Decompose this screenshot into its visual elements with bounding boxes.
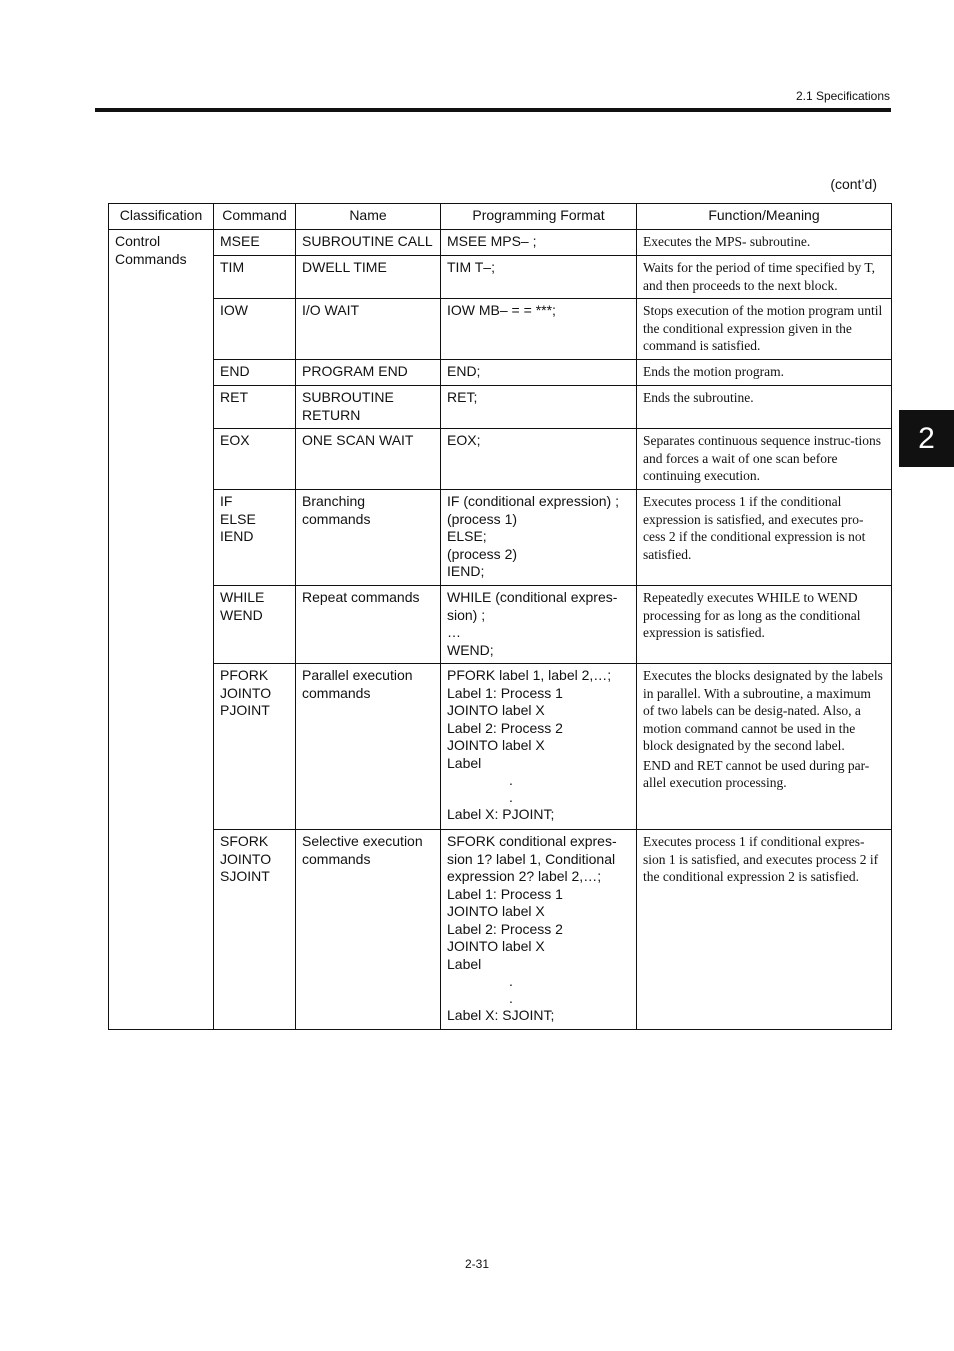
name-cell — [296, 830, 441, 1030]
command-cell — [214, 490, 296, 586]
function-text: Executes the blocks designated by the labels in parallel. With a subroutine, a maximum of two labels can be desig-nated. Also, a motion command cannot be used in the block designated by the second label. — [643, 668, 883, 753]
ellipsis-dot: . — [509, 973, 513, 989]
cell-line: ONE SCAN WAIT — [302, 432, 414, 448]
cell-line: I/O WAIT — [302, 302, 360, 318]
cell-line: Label 2: Process 2 — [447, 920, 563, 937]
continued-label: (cont’d) — [830, 176, 877, 192]
cell-line: JOINTO — [220, 684, 272, 701]
table-row — [109, 299, 892, 360]
cell-line: Label 2: Process 2 — [447, 719, 563, 736]
cell-line: PJOINT — [220, 702, 270, 718]
running-header: 2.1 Specifications — [795, 89, 890, 103]
cell-line: IEND; — [447, 563, 485, 579]
table-row — [109, 490, 892, 586]
cell-line: TIM — [220, 259, 245, 275]
cell-line: JOINTO label X — [447, 737, 545, 753]
cell-line: sion 1? label 1, Conditional — [447, 850, 616, 867]
command-cell — [214, 386, 296, 429]
cell-line: RETURN — [302, 406, 361, 423]
function-cell — [637, 429, 892, 490]
format-cell — [441, 830, 637, 1030]
cell-line: SFORK — [220, 833, 269, 849]
table-row — [109, 429, 892, 490]
command-cell — [214, 256, 296, 299]
cell-line: (process 2) — [447, 545, 518, 562]
cell-line: commands — [302, 850, 371, 867]
table-row — [109, 386, 892, 429]
command-cell — [214, 830, 296, 1030]
table-row — [109, 830, 892, 1030]
cell-line: (process 1) — [447, 510, 518, 527]
cell-line: … — [447, 624, 461, 640]
page-number: 2-31 — [464, 1257, 490, 1271]
cell-line: Branching — [302, 493, 366, 509]
function-text: Executes process 1 if the conditional expression is satisfied, and executes pro-cess 2 if the conditional expression is not satisfied. — [643, 494, 866, 562]
cell-line: MSEE MPS– ; — [447, 233, 537, 249]
classification-line: Commands — [115, 250, 187, 267]
function-text: Executes process 1 if conditional expres-sion 1 is satisfied, and executes process 2 if the conditional expression 2 is satisfied. — [643, 834, 879, 884]
cell-line: commands — [302, 510, 371, 527]
function-text: END and RET cannot be used during par-allel execution processing. — [643, 757, 870, 790]
format-cell — [441, 429, 637, 490]
cell-line: SUBROUTINE CALL — [302, 233, 433, 249]
function-text: Ends the motion program. — [643, 364, 784, 379]
function-cell — [637, 830, 892, 1030]
format-cell — [441, 256, 637, 299]
function-cell — [637, 256, 892, 299]
cell-line: WHILE — [220, 589, 265, 605]
function-cell — [637, 230, 892, 256]
name-cell — [296, 586, 441, 664]
cell-line: SUBROUTINE — [302, 389, 394, 405]
function-cell — [637, 490, 892, 586]
cell-line: JOINTO label X — [447, 903, 545, 919]
cell-line: ELSE; — [447, 528, 487, 544]
ellipsis-dot: . — [509, 772, 513, 788]
name-cell — [296, 429, 441, 490]
cell-line: commands — [302, 684, 371, 701]
function-text: Repeatedly executes WHILE to WEND processing for as long as the conditional expression is satisfied. — [643, 590, 861, 640]
format-cell — [441, 664, 637, 830]
function-cell — [637, 360, 892, 386]
format-cell — [441, 490, 637, 586]
ellipsis-dot: . — [509, 789, 513, 805]
table-row — [109, 256, 892, 299]
cell-line: WEND — [220, 606, 263, 623]
function-text: Stops execution of the motion program until the conditional expression given in the command is satisfied. — [643, 303, 883, 353]
cell-line: SJOINT — [220, 868, 270, 884]
name-cell — [296, 230, 441, 256]
cell-line: SFORK conditional expres- — [447, 833, 617, 849]
cell-line: IOW MB– = = ***; — [447, 302, 556, 318]
cell-line: Label X: SJOINT; — [447, 1007, 555, 1023]
cell-line: Label — [447, 955, 482, 972]
classification-line: Control — [115, 233, 161, 249]
column-header: Programming Format — [441, 204, 637, 230]
cell-line: JOINTO label X — [447, 938, 545, 954]
cell-line: sion) ; — [447, 606, 486, 623]
column-header: Function/Meaning — [637, 204, 892, 230]
cell-line: Parallel execution — [302, 667, 413, 683]
cell-line: RET — [220, 389, 248, 405]
cell-line: Selective execution — [302, 833, 423, 849]
cell-line: ELSE — [220, 510, 256, 527]
format-cell — [441, 586, 637, 664]
command-cell — [214, 230, 296, 256]
cell-line: EOX; — [447, 432, 481, 448]
table-row — [109, 664, 892, 830]
cell-line: TIM T–; — [447, 259, 495, 275]
name-cell — [296, 490, 441, 586]
specifications-table — [108, 203, 892, 1030]
table-header-row — [109, 204, 892, 230]
cell-line: JOINTO label X — [447, 702, 545, 718]
chapter-tab: 2 — [899, 410, 954, 467]
column-header: Name — [296, 204, 441, 230]
table-row — [109, 230, 892, 256]
name-cell — [296, 386, 441, 429]
function-cell — [637, 586, 892, 664]
table-row — [109, 360, 892, 386]
function-cell — [637, 299, 892, 360]
format-cell — [441, 386, 637, 429]
cell-line: IF (conditional expression) ; — [447, 493, 619, 509]
cell-line: END — [220, 363, 250, 379]
cell-line: Label 1: Process 1 — [447, 885, 563, 902]
cell-line: Label 1: Process 1 — [447, 684, 563, 701]
cell-line: IF — [220, 493, 233, 509]
function-cell — [637, 386, 892, 429]
cell-line: JOINTO — [220, 850, 272, 867]
command-cell — [214, 360, 296, 386]
name-cell — [296, 664, 441, 830]
ellipsis-dot: . — [509, 990, 513, 1006]
cell-line: PFORK — [220, 667, 269, 683]
cell-line: RET; — [447, 389, 478, 405]
cell-line: Label — [447, 754, 482, 771]
cell-line: expression 2? label 2,…; — [447, 868, 602, 884]
cell-line: Label X: PJOINT; — [447, 806, 555, 822]
cell-line: PFORK label 1, label 2,…; — [447, 667, 612, 683]
function-cell — [637, 664, 892, 830]
cell-line: DWELL TIME — [302, 259, 387, 275]
command-cell — [214, 429, 296, 490]
function-text: Executes the MPS- subroutine. — [643, 234, 811, 249]
header-rule — [95, 108, 891, 112]
name-cell — [296, 360, 441, 386]
cell-line: MSEE — [220, 233, 260, 249]
cell-line: IEND — [220, 528, 254, 544]
name-cell — [296, 256, 441, 299]
cell-line: WHILE (conditional expres- — [447, 589, 618, 605]
classification-cell — [109, 230, 214, 1030]
cell-line: PROGRAM END — [302, 363, 408, 379]
cell-line: END; — [447, 363, 481, 379]
function-text: Waits for the period of time specified by T, and then proceeds to the next block. — [643, 260, 875, 293]
cell-line: IOW — [220, 302, 248, 318]
column-header: Command — [214, 204, 296, 230]
format-cell — [441, 360, 637, 386]
cell-line: WEND; — [447, 641, 494, 658]
command-cell — [214, 299, 296, 360]
cell-line: EOX — [220, 432, 250, 448]
format-cell — [441, 299, 637, 360]
cell-line: Repeat commands — [302, 589, 420, 605]
format-cell — [441, 230, 637, 256]
column-header: Classification — [109, 204, 214, 230]
table-row — [109, 586, 892, 664]
command-cell — [214, 664, 296, 830]
function-text: Ends the subroutine. — [643, 390, 754, 405]
function-text: Separates continuous sequence instruc-tions and forces a wait of one scan before continuing execution. — [643, 433, 882, 483]
name-cell — [296, 299, 441, 360]
command-cell — [214, 586, 296, 664]
